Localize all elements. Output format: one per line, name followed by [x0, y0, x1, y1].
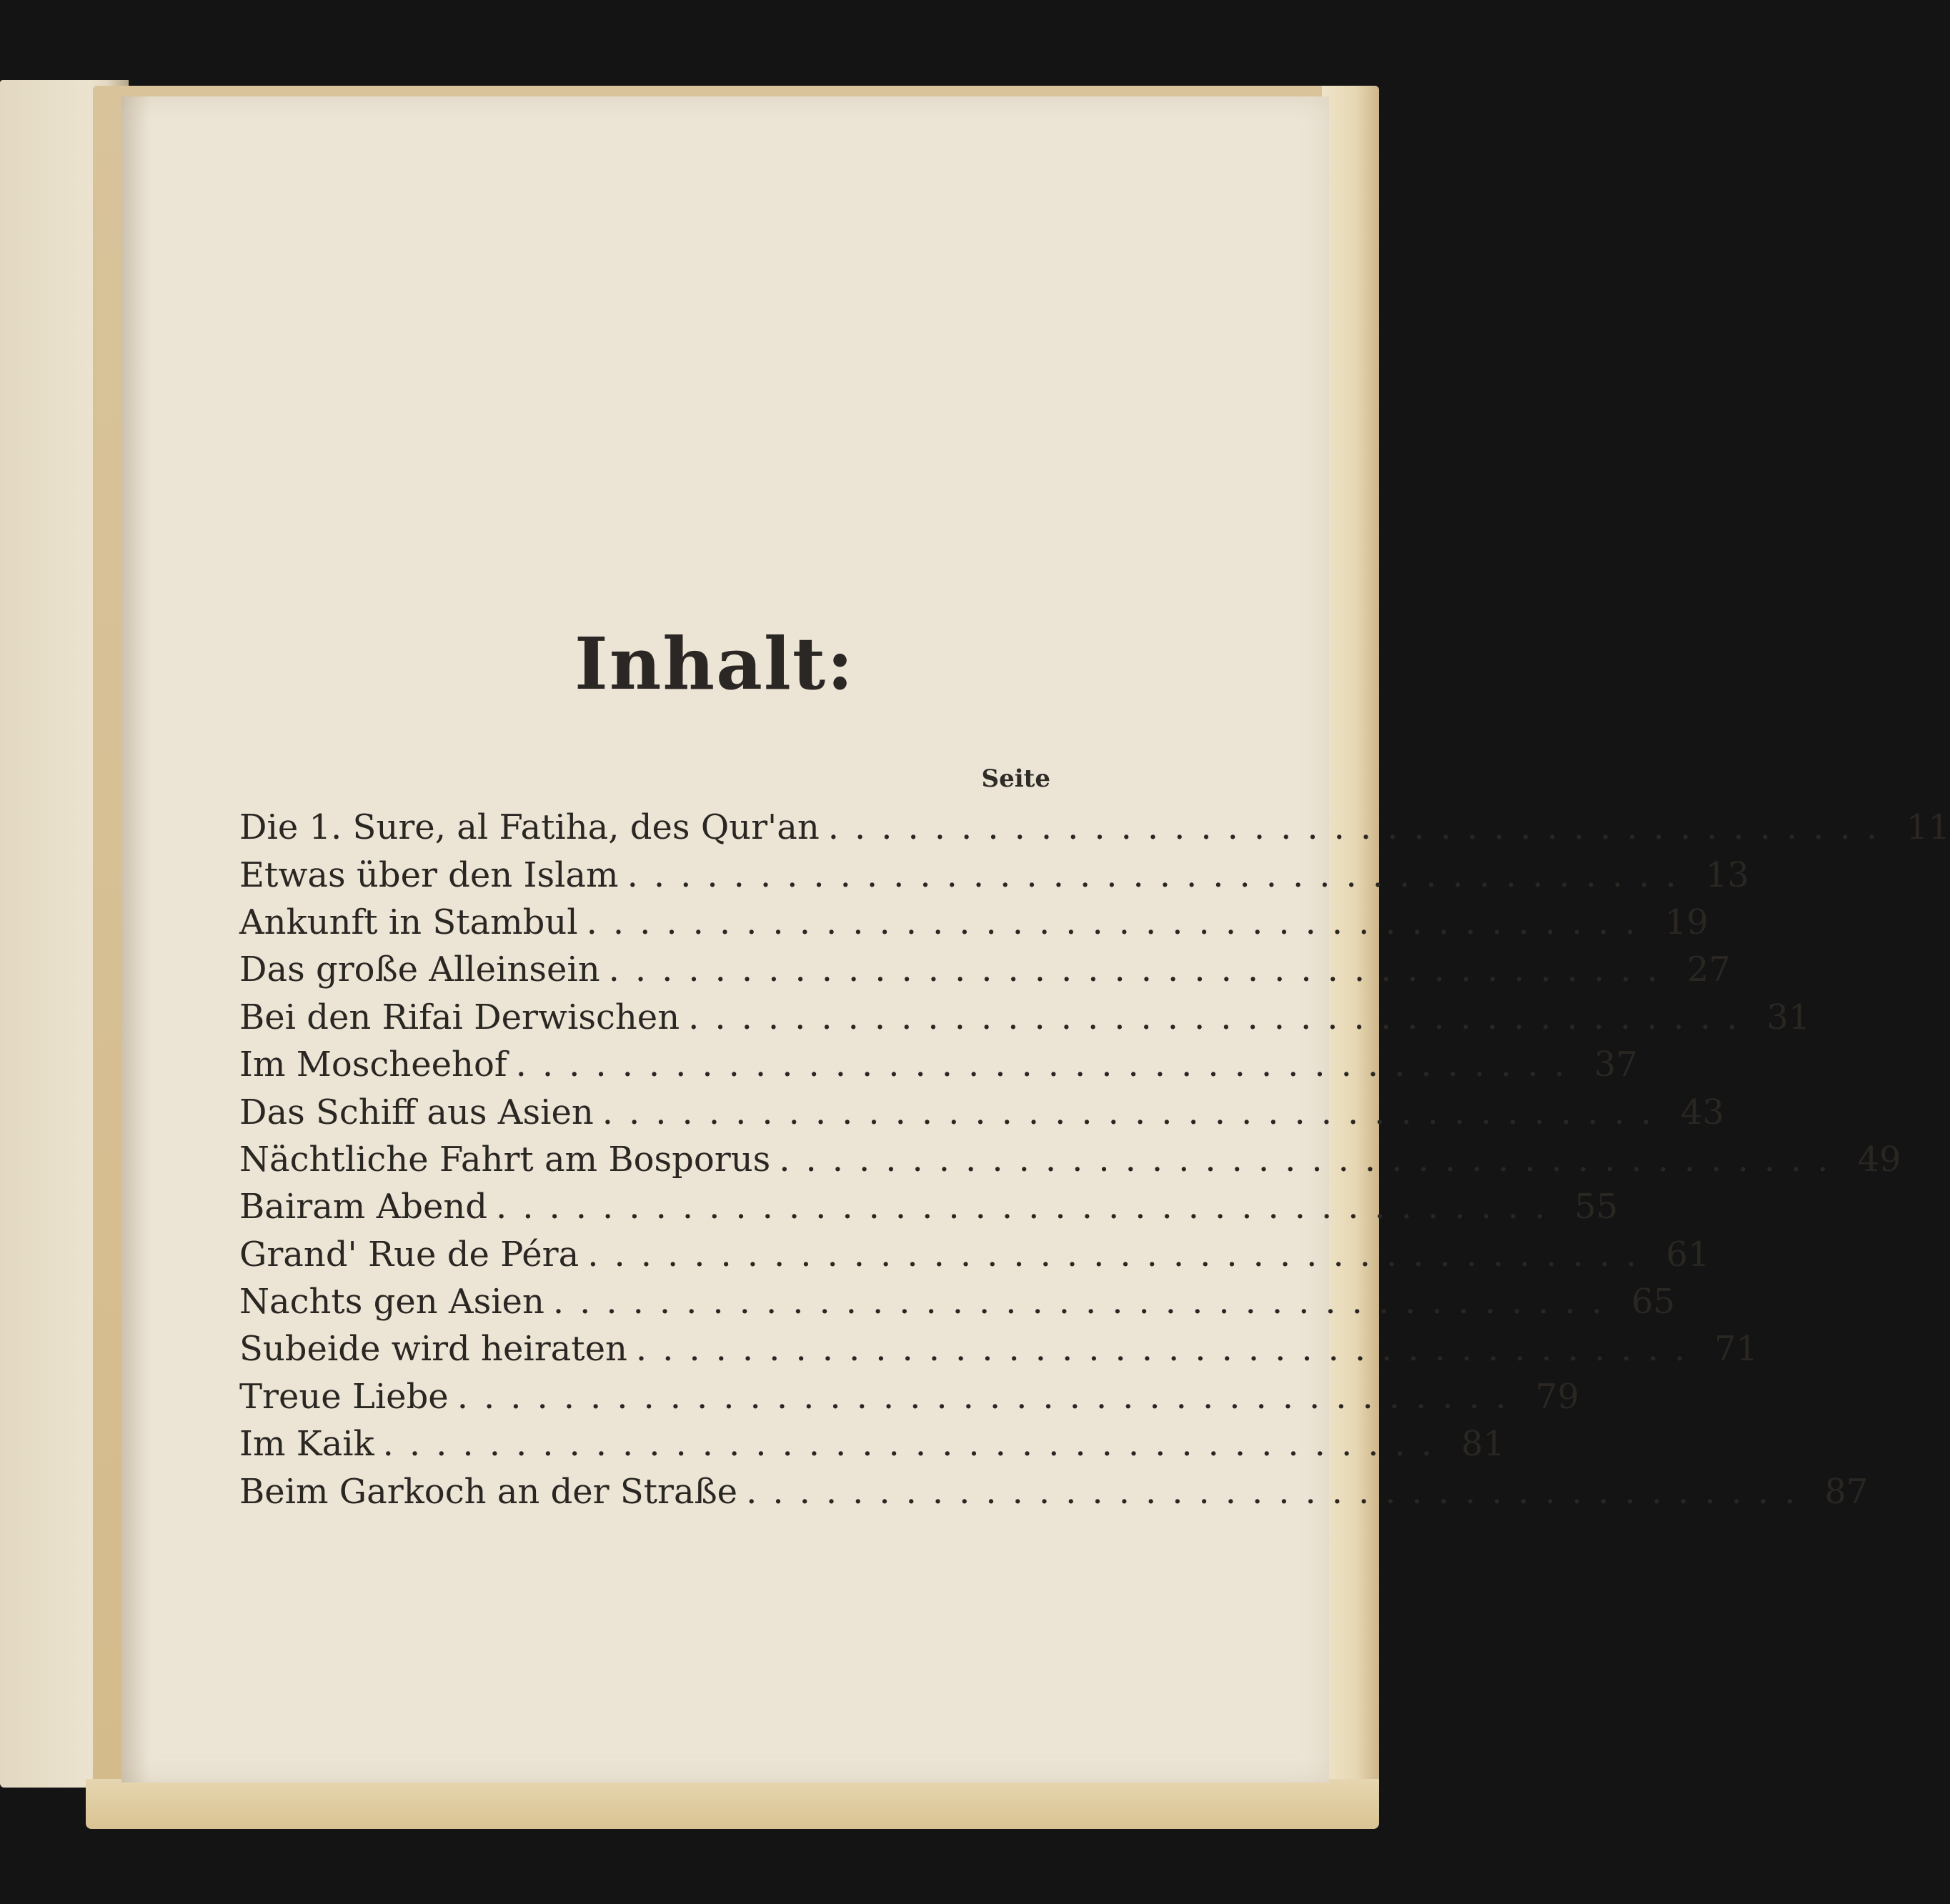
- dot-leader: ........................................: [779, 1139, 1844, 1180]
- toc-entry-page: 13: [1705, 854, 1749, 895]
- toc-entry: [239, 1420, 1505, 1467]
- toc-entry-title: Ankunft in Stambul: [239, 902, 578, 942]
- toc-entry-title: Im Kaik: [239, 1424, 374, 1465]
- toc-entry-page: 81: [1461, 1424, 1505, 1465]
- dot-leader: ........................................: [552, 1282, 1618, 1322]
- toc-entry-title: Grand' Rue de Péra: [239, 1234, 579, 1275]
- dot-leader: ........................................: [457, 1376, 1523, 1417]
- toc-entry-page: 61: [1666, 1234, 1710, 1275]
- toc-entry: [239, 851, 1749, 898]
- toc-entry-page: 79: [1535, 1376, 1580, 1417]
- dot-leader: ........................................: [635, 1329, 1701, 1370]
- toc-entry-title: Das große Alleinsein: [239, 949, 600, 990]
- toc-entry: [239, 1088, 1725, 1135]
- toc-entry-page: 71: [1714, 1329, 1759, 1370]
- toc-entry-page: 49: [1857, 1139, 1901, 1180]
- toc-entry: [239, 994, 1811, 1041]
- toc-entry-title: Subeide wird heiraten: [239, 1329, 627, 1370]
- toc-entry: [239, 1467, 1869, 1515]
- toc-entry-title: Bei den Rifai Derwischen: [239, 997, 680, 1037]
- toc-entry-title: Im Moscheehof: [239, 1045, 507, 1085]
- toc-entry: [239, 1136, 1901, 1183]
- toc-entry-title: Das Schiff aus Asien: [239, 1092, 594, 1132]
- dot-leader: ........................................: [587, 1234, 1653, 1275]
- toc-entry-title: Die 1. Sure, al Fatiha, des Qur'an: [239, 807, 820, 848]
- dot-leader: ........................................: [515, 1045, 1581, 1085]
- dot-leader: ........................................: [827, 807, 1894, 848]
- toc-entry: [239, 946, 1731, 993]
- toc-entry: [239, 1231, 1710, 1278]
- table-of-contents: [239, 804, 1950, 1515]
- toc-entry: [239, 899, 1708, 946]
- page-column-label: Seite: [981, 764, 1050, 793]
- dot-leader: ........................................: [586, 902, 1651, 942]
- dot-leader: ........................................: [608, 949, 1673, 990]
- toc-entry-page: 31: [1766, 997, 1811, 1037]
- toc-entry-page: 87: [1824, 1471, 1869, 1512]
- gutter-shadow: [121, 96, 150, 1783]
- toc-entry-title: Beim Garkoch an der Straße: [239, 1471, 738, 1512]
- toc-entry: [239, 804, 1950, 851]
- toc-entry: [239, 1325, 1759, 1372]
- toc-entry: [239, 1278, 1676, 1325]
- toc-entry: [239, 1041, 1638, 1088]
- dot-leader: ........................................: [382, 1424, 1448, 1465]
- toc-entry-title: Nächtliche Fahrt am Bosporus: [239, 1139, 771, 1180]
- toc-entry-title: Bairam Abend: [239, 1187, 488, 1227]
- toc-entry-page: 65: [1631, 1282, 1676, 1322]
- cover-bottom-edge: [86, 1779, 1379, 1829]
- toc-entry-page: 43: [1681, 1092, 1725, 1132]
- dot-leader: ........................................: [627, 854, 1692, 895]
- dot-leader: ........................................: [746, 1471, 1811, 1512]
- toc-entry-page: 55: [1574, 1187, 1618, 1227]
- toc-entry-page: 19: [1664, 902, 1708, 942]
- toc-entry: [239, 1373, 1580, 1420]
- dot-leader: ........................................: [602, 1092, 1668, 1132]
- toc-entry-page: 37: [1593, 1045, 1638, 1085]
- dot-leader: ........................................: [496, 1187, 1561, 1227]
- toc-entry-title: Nachts gen Asien: [239, 1282, 544, 1322]
- dot-leader: ........................................: [688, 997, 1753, 1037]
- page-title: Inhalt:: [574, 622, 855, 706]
- toc-entry: [239, 1183, 1618, 1230]
- toc-entry-title: Treue Liebe: [239, 1376, 449, 1417]
- toc-entry-page: 11: [1906, 807, 1950, 848]
- toc-entry-title: Etwas über den Islam: [239, 854, 619, 895]
- toc-entry-page: 27: [1686, 949, 1731, 990]
